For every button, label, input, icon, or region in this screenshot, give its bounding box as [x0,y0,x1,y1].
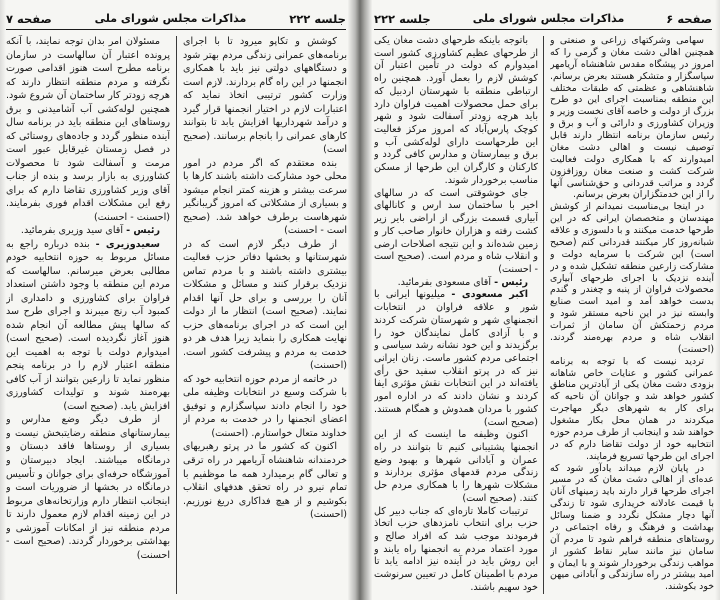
page-number: صفحه ۷ [6,11,52,26]
paragraph [6,413,170,562]
journal-title: مذاکرات مجلس شورای ملی [94,12,247,25]
paragraph-text: سهامی وشرکتهای زراعی و صنعتی و همچنین اهالی دشت مغان و گرمی را که امروز در پیشگاه مقدس شاهنشاه آریامهر سپاسگزار و متشکر هستند بعرض برسانم. شاهنشاهی و عظمتی که طبقات مختلف این منطقه بمناسبت اجرای این دو طرح بزرگ از دولت و خاصه آقای نخست وزیر و وزیران کشاورزی و دارائی و آب و برق و رئیس سازمان برنامه انتظار دارند قابل توصیف نیست و اهالی دشت مغان امیدوارند که با همکاری دولت فعالیت شرکت کشت و صنعت مغان روزافزون گردد و مراتب قدردانی و حق‌شناسی آنها را از این خدمتگزاران بعرض برسانم. [550,35,714,201]
paragraph-text: جای خوشوقتی است که در سالهای اخیر با ساختمان سد ارس و کانالهای آبیاری قسمت بزرگی از اراضی بایر زیر کشت رفته و هزاران خانوار صاحب کار و زمین شده‌اند و این نتیجه اصلاحات ارضی و انقلاب شاه و مردم است. (صحیح است - احسنت) [374,187,538,275]
spine-gutter [348,0,372,600]
column-divider [176,36,177,594]
page-number: صفحه ۶ [666,11,712,26]
page-6 [364,0,720,600]
paragraph-text: میلیونها ایرانی با شور و علاقه فراوان در انتخابات انجمنهای شهر و شهرستان شرکت کردند و با آزادی کامل نمایندگان خود را برگزیدند و این خود نشانه رشد سیاسی و اجتماعی مردم کشور ماست. زنان ایرانی نیز که در پرتو انقلاب سفید حق رأی یافته‌اند در این انتخابات نقش مؤثری ایفا کردند و نشان دادند که در اداره امور کشور با مردان همدوش و همگام هستند. (صحیح است) [374,289,538,428]
paragraph-text: اکنون وظیفه ما اینست که از این انجمنها پشتیبانی کنیم تا بتوانند در راه عمران و آبادانی شهرها و بهبود وضع زندگی مردم قدمهای مؤثری بردارند و مشکلات شهرها را با همکاری مردم حل کنند. (صحیح است) [374,429,538,504]
session-number: جلسه ۲۲۲ [374,11,431,26]
page-header [6,8,346,30]
speaker-name: سعیدوزیری - [95,238,160,250]
column-left [374,35,538,595]
paragraph [374,35,538,188]
speaker-paragraph [374,277,538,290]
paragraph [183,238,347,373]
paragraph-text: اکنون که کشور ما در پرتو رهبریهای خردمندانه شاهنشاه آریامهر در راه ترقی و تعالی گام برمیدارد همه ما موظفیم با تمام نیرو در راه تحقق هدفهای انقلاب بکوشیم و از هیچ فداکاری دریغ نورزیم. (احسنت) [183,441,347,521]
paragraph-text: مسئولان امر بدان توجه نمایند، با آنکه پرونده اعتبار آن سالهاست در سازمان برنامه مطرح است هنوز اقدامی صورت نگرفته و مردم منطقه انتظار دارند که هرچه زودتر کار ساختمان آن شروع شود. همچنین لوله‌کشی آب آشامیدنی و برق روستاهای این منطقه باید در برنامه سال آینده منظور گردد و جاده‌های روستائی که در فصل زمستان غیرقابل عبور است مرمت و آسفالت شود تا محصولات کشاورزی به بازار برسد و بنده از جناب آقای وزیر کشاورزی تقاضا دارم که برای رفع این مشکلات اقدام فوری بفرمایند. (احسنت - احسنت) [6,36,170,223]
paragraph [550,35,714,201]
column-right [550,35,714,595]
paragraph [550,356,714,463]
paragraph-text: کوشش و تکاپو میرود تا با اجرای برنامه‌های عمرانی زندگی مردم بهتر شود و دستگاههای دولتی نیز باید با همکاری انجمنها در این راه گام بردارند. لازم است وزارت کشور ترتیبی اتخاذ نماید که اعتبارات لازم در اختیار انجمنها قرار گیرد و درآمد شهرداریها افزایش یابد تا بتوانند کارهای عمرانی را بانجام برسانند. (صحیح است) [183,36,347,156]
session-number: جلسه ۲۲۲ [289,11,346,26]
paragraph [374,429,538,505]
journal-title: مذاکرات مجلس شورای ملی [472,12,625,25]
paragraph-text: آقای سید وزیری بفرمائید. [20,225,123,237]
page-7 [0,0,356,600]
paragraph [183,373,347,441]
column-divider [543,36,544,594]
speaker-name: رئیس - [126,225,160,237]
paragraph-text: از طرف دیگر وضع مدارس و بیمارستانهای منطقه رضایتبخش نیست و بسیاری از روستاها فاقد دبستان و درمانگاه میباشند. ایجاد دبیرستان و آموزشگاه حرفه‌ای برای جوانان و تأسیس درمانگاه در بخشها از ضروریات است و اینجانب انتظار دارم وزارتخانه‌های مربوط در این زمینه اقدام لازم معمول دارند تا مردم منطقه نیز از امکانات آموزشی و بهداشتی برخوردار گردند. (صحیح است - احسنت) [6,414,170,561]
speaker-paragraph [374,289,538,429]
paragraph [183,440,347,521]
paragraph [6,35,170,224]
paragraph [374,188,538,277]
paragraph [183,157,347,238]
paragraph-text: باتوجه باینکه طرحهای دشت مغان یکی از طرحهای عظیم کشاورزی کشور است امیدوارم که دولت در تأمین اعتبار آن کوشش لازم را بعمل آورد. همچنین راه ارتباطی منطقه با شهرستان اردبیل که برای حمل محصولات اهمیت فراوان دارد باید هرچه زودتر آسفالت شود و شهر کوچک پارس‌آباد که امروز مرکز فعالیت این طرحهاست دارای لوله‌کشی آب و برق و بیمارستان و مدارس کافی گردد و کارکنان و کارگران این طرحها از مسکن مناسب برخوردار شوند. [374,35,538,186]
paragraph [374,506,538,595]
paragraph-text: در اینجا بی‌مناسبت نمیدانم از کوشش مهندسان و متخصصان ایرانی که در این طرحها خدمت میکنند و با دلسوزی و علاقه شبانه‌روز کار میکنند قدردانی کنم (صحیح است) این شرکت با سرمایه دولت و مشارکت زارعین منطقه تشکیل شده و در آینده نزدیک با اجرای طرحهای آبیاری محصولات فراوان از پنبه و چغندر و گندم بدست خواهد آمد و امید است صنایع وابسته نیز در این ناحیه مستقر شود و مردم زحمتکش آن سامان از ثمرات انقلاب شاه و مردم بهره‌مند گردند. (احسنت) [550,201,714,355]
paragraph-text: بنده درباره راجع به مسائل مربوط به حوزه انتخابیه خودم مطالبی بعرض میرسانم. سالهاست که مردم این منطقه با وجود داشتن استعداد فراوان برای کشاورزی و دامداری از کمبود آب رنج میبرند و اجرای طرح سد که سالها پیش مطالعه آن انجام شده هنوز آغاز نگردیده است. (صحیح است) امیدوارم دولت با توجه به اهمیت این منطقه اعتبار لازم را در برنامه پنجم منظور نماید تا زارعین بتوانند از آب کافی بهره‌مند شوند و تولیدات کشاورزی افزایش یابد. (صحیح است) [6,238,170,412]
paragraph-text: تردید نیست که با توجه به برنامه عمرانی کشور و عنایات خاص شاهانه بزودی دشت مغان یکی از آبادترین مناطق کشور خواهد شد و جوانان آن ناحیه که برای کار به شهرهای دیگر مهاجرت میکردند در همان محل بکار مشغول خواهند شد و اینجانب از طرف مردم حوزه انتخابیه خود از دولت تقاضا دارم که در اجرای این طرحها تسریع فرمایند. [550,355,714,462]
paragraph-text: در خاتمه از مردم حوزه انتخابیه خود که با شرکت وسیع در انتخابات وظیفه ملی خود را انجام دادند سپاسگزارم و توفیق اعضای انجمنها را در خدمت به مردم از خداوند متعال خواستارم. (احسنت) [183,373,347,439]
paragraph-text: در پایان لازم میداند یادآور شود که عده‌ای از اهالی دشت مغان که در مسیر اجرای طرحها قرار دارند باید زمینهای آنان با قیمت عادلانه خریداری شود تا زندگی آنها دچار مشکل نگردد و ضمنا وسائل بهداشت و فرهنگ و رفاه اجتماعی در روستاهای منطقه فراهم شود تا مردم آن سامان نیز مانند سایر نقاط کشور از مواهب زندگی برخوردار شوند و با ایمان و امید بیشتر در راه سازندگی و آبادانی میهن خود بکوشند. [550,462,714,593]
speaker-name: اکبر مسعودی - [451,289,528,301]
speaker-name: رئیس - [494,276,528,288]
paragraph-text: آقای مسعودی بفرمائید. [397,276,491,288]
column-left [6,35,170,595]
speaker-paragraph [6,224,170,238]
paragraph [183,35,347,157]
paragraph [550,201,714,355]
speaker-paragraph [6,238,170,414]
paragraph-text: از طرف دیگر لازم است که در شهرستانها و بخشها دفاتر حزب فعالیت بیشتری داشته باشند و با مردم تماس نزدیک برقرار کنند و مسائل و مشکلات آنان را بررسی و برای حل آنها اقدام نمایند. (صحیح است) انتظار ما از دولت این است که در اجرای برنامه‌های حزب نهایت همکاری را بنماید زیرا هدف هر دو خدمت به مردم و پیشرفت کشور است. (احسنت) [183,238,347,372]
paragraph [550,463,714,594]
paragraph-text: ترتیبات کاملا تازه‌ای که جناب دبیر کل حزب برای انتخاب نامزدهای حزب اتخاذ فرمودند موجب شد که افراد صالح و مورد اعتماد مردم به انجمنها راه یابند و این روش باید در آینده نیز ادامه یابد تا مردم با اطمینان کامل در تعیین سرنوشت خود سهیم باشند. [374,505,538,593]
page-header [374,8,712,30]
column-right [183,35,347,595]
paragraph-text: بنده معتقدم که اگر مردم در امور محلی خود مشارکت داشته باشند کارها با سرعت بیشتر و هزینه کمتر انجام میشود و بسیاری از مشکلاتی که امروز گریبانگیر شهرهاست برطرف خواهد شد. (صحیح است - احسنت) [183,157,347,237]
